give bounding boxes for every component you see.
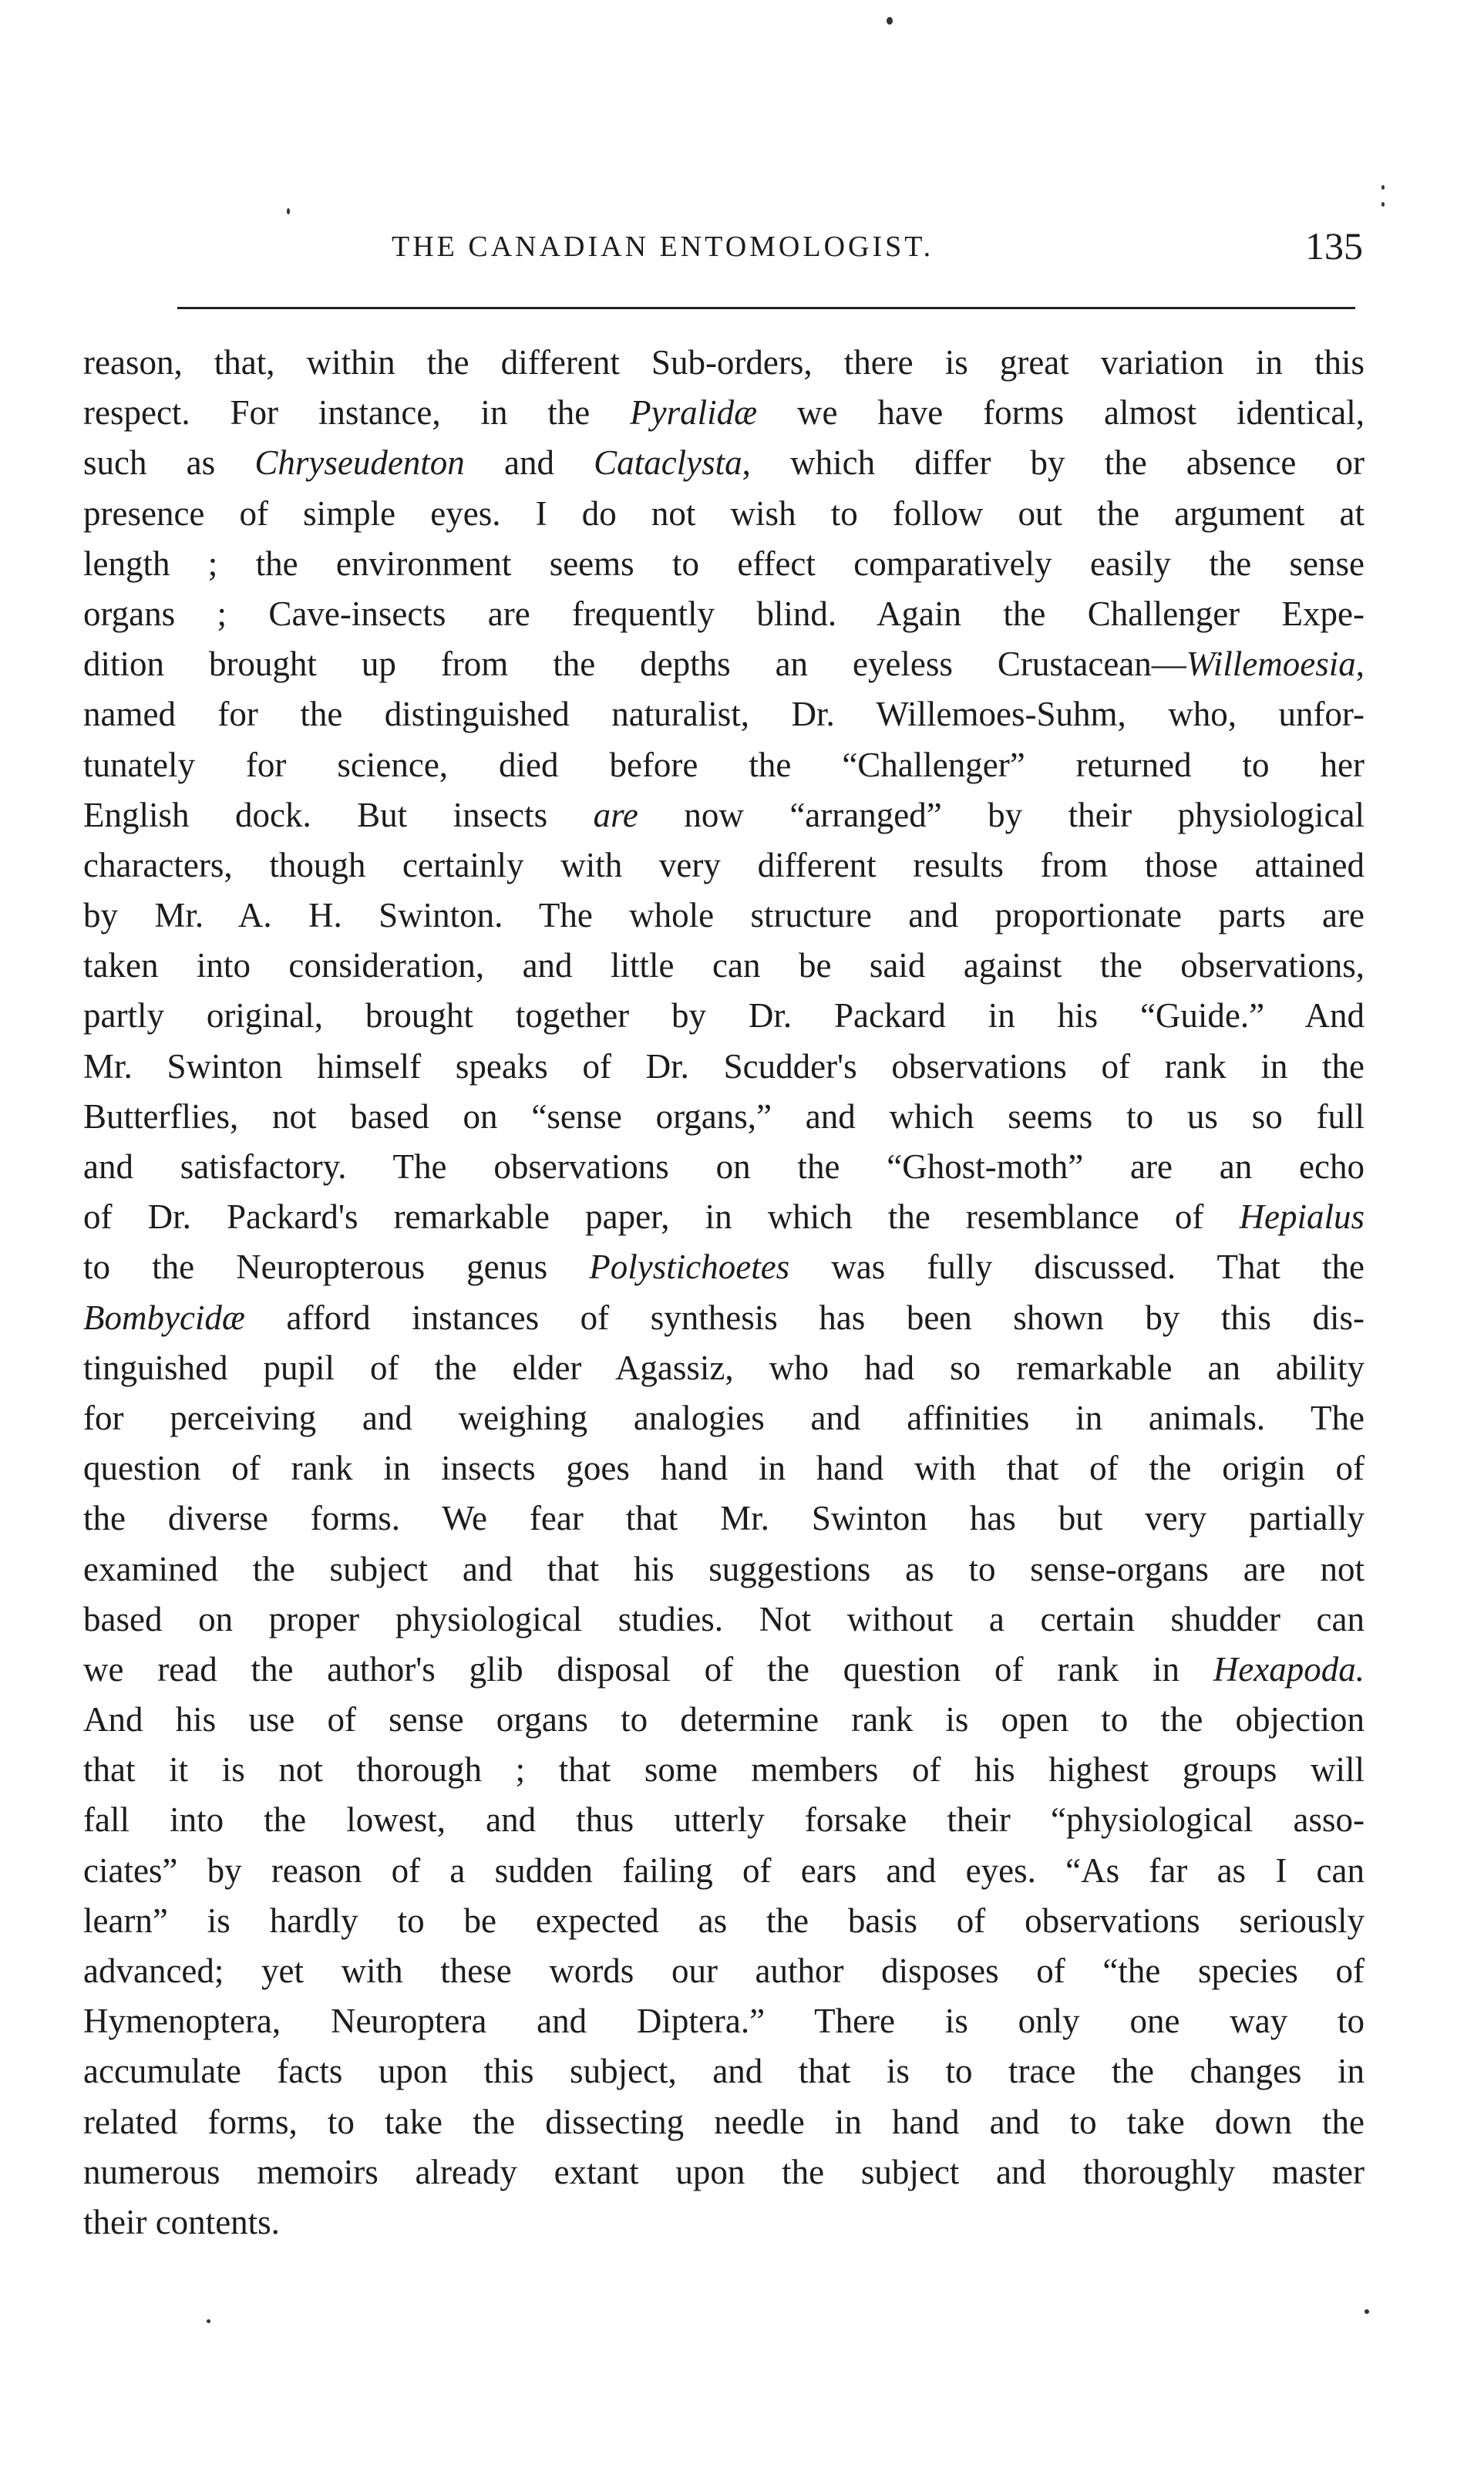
text-line: numerous memoirs already extant upon the subject and thoroughly master bbox=[83, 2152, 1365, 2191]
text-line: fall into the lowest, and thus utterly forsake their “physiological asso- bbox=[83, 1800, 1365, 1840]
text-line: question of rank in insects goes hand in hand with that of the origin of bbox=[83, 1449, 1365, 1488]
text-line: of Dr. Packard's remarkable paper, in which the resemblance of Hepialus bbox=[83, 1197, 1365, 1237]
page-number: 135 bbox=[1305, 224, 1363, 268]
text-line: length ; the environment seems to effect comparatively easily the sense bbox=[83, 544, 1365, 583]
text-line: And his use of sense organs to determine rank is open to the objection bbox=[83, 1700, 1365, 1739]
text-line: their contents. bbox=[83, 2202, 280, 2241]
text-line: for perceiving and weighing analogies and affinities in animals. The bbox=[83, 1398, 1365, 1437]
text-line: Mr. Swinton himself speaks of Dr. Scudder's observations of rank in the bbox=[83, 1046, 1365, 1086]
text-line: and satisfactory. The observations on the “Ghost-moth” are an echo bbox=[83, 1147, 1365, 1186]
text-line: reason, that, within the different Sub-orders, there is great variation in this bbox=[83, 343, 1365, 382]
header-rule bbox=[177, 307, 1355, 309]
scan-speck bbox=[1381, 202, 1385, 207]
text-line: tunately for science, died before the “Challenger” returned to her bbox=[83, 745, 1365, 784]
text-line: taken into consideration, and little can be said against the observations, bbox=[83, 946, 1365, 985]
text-line: ciates” by reason of a sudden failing of ears and eyes. “As far as I can bbox=[83, 1851, 1365, 1890]
text-line: organs ; Cave-insects are frequently blind. Again the Challenger Expe- bbox=[83, 594, 1365, 633]
running-head bbox=[83, 224, 1363, 278]
scan-speck bbox=[1381, 185, 1385, 190]
text-line: characters, though certainly with very different results from those attained bbox=[83, 845, 1365, 884]
text-line: respect. For instance, in the Pyralidæ we have forms almost identical, bbox=[83, 393, 1365, 433]
text-line: learn” is hardly to be expected as the basis of observations seriously bbox=[83, 1901, 1365, 1940]
text-line: examined the subject and that his suggestions as to sense-organs are not bbox=[83, 1549, 1365, 1588]
text-line: accumulate facts upon this subject, and that is to trace the changes in bbox=[83, 2052, 1365, 2091]
text-line: based on proper physiological studies. Not without a certain shudder can bbox=[83, 1599, 1365, 1638]
text-line: named for the distinguished naturalist, Dr. Willemoes-Suhm, who, unfor- bbox=[83, 695, 1365, 734]
text-line: English dock. But insects are now “arranged” by their physiological bbox=[83, 795, 1365, 834]
text-line: dition brought up from the depths an eyeless Crustacean—Willemoesia, bbox=[83, 645, 1365, 684]
scan-speck bbox=[287, 208, 290, 214]
text-line: partly original, brought together by Dr. Packard in his “Guide.” And bbox=[83, 996, 1365, 1036]
text-line: the diverse forms. We fear that Mr. Swinton has but very partially bbox=[83, 1499, 1365, 1538]
journal-title: THE CANADIAN ENTOMOLOGIST. bbox=[392, 231, 934, 263]
text-line: such as Chryseudenton and Cataclysta, which differ by the absence or bbox=[83, 443, 1365, 483]
scan-speck bbox=[887, 17, 893, 25]
text-line: presence of simple eyes. I do not wish to follow out the argument at bbox=[83, 493, 1365, 533]
article-body bbox=[83, 338, 1365, 2248]
scan-speck bbox=[1365, 2309, 1369, 2314]
text-line: Butterflies, not based on “sense organs,” and which seems to us so full bbox=[83, 1096, 1365, 1136]
text-line: we read the author's glib disposal of the question of rank in Hexapoda. bbox=[83, 1649, 1365, 1689]
scan-speck bbox=[207, 2319, 210, 2323]
text-line: Hymenoptera, Neuroptera and Diptera.” There is only one way to bbox=[83, 2002, 1365, 2041]
text-line: tinguished pupil of the elder Agassiz, who had so remarkable an ability bbox=[83, 1348, 1365, 1387]
text-line: by Mr. A. H. Swinton. The whole structure and proportionate parts are bbox=[83, 896, 1365, 935]
text-line: that it is not thorough ; that some members of his highest groups will bbox=[83, 1750, 1365, 1790]
text-line: to the Neuropterous genus Polystichoetes was fully discussed. That the bbox=[83, 1248, 1365, 1287]
text-line: advanced; yet with these words our author disposes of “the species of bbox=[83, 1952, 1365, 1990]
text-line: Bombycidæ afford instances of synthesis has been shown by this dis- bbox=[83, 1298, 1365, 1337]
text-line: related forms, to take the dissecting needle in hand and to take down the bbox=[83, 2102, 1365, 2141]
